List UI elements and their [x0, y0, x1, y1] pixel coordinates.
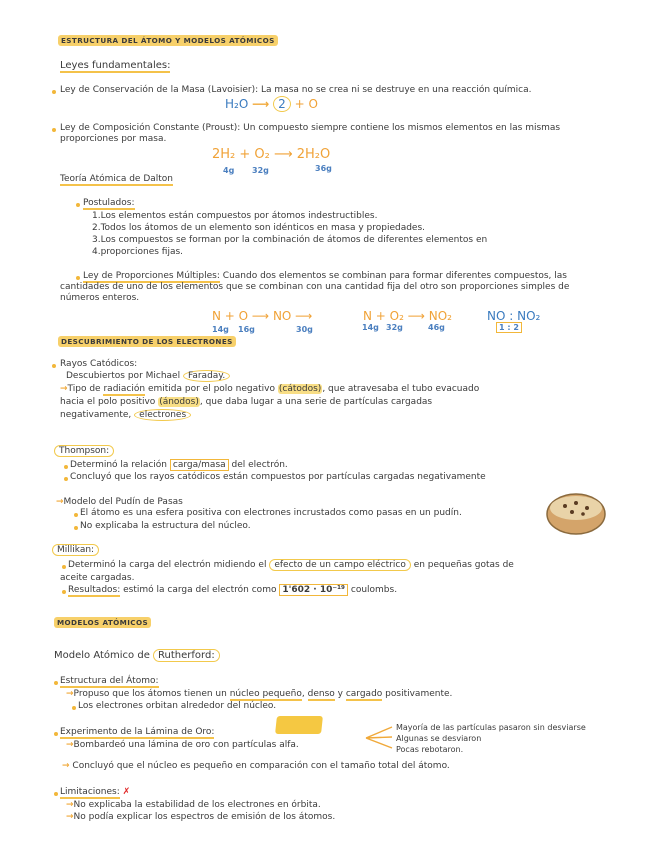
ratio-box: 1 : 2 — [496, 323, 522, 332]
postulado-1: 1.Los elementos están compuestos por átomos indestructibles. — [92, 211, 378, 221]
bullet — [54, 732, 58, 736]
mass-label: 32g — [252, 166, 269, 175]
bullet — [62, 565, 66, 569]
rayos-line-3: negativamente, electrones — [60, 410, 191, 421]
mass-label: 30g — [296, 325, 313, 334]
bullet — [52, 128, 56, 132]
lavoisier-equation: H₂O ⟶ 2 + O — [225, 97, 318, 111]
limitacion-2: →No podía explicar los espectros de emisión de los átomos. — [66, 812, 336, 822]
mass-label: 14g — [212, 325, 229, 334]
result-1: Mayoría de las partículas pasaron sin desviarse — [396, 723, 586, 732]
proust-equation: 2H₂ + O₂ ⟶ 2H₂O — [212, 147, 331, 162]
millikan-b1-cont: aceite cargadas. — [60, 573, 135, 583]
bullet — [52, 364, 56, 368]
pudin-p1: El átomo es una esfera positiva con electrones incrustados como pasas en un pudín. — [80, 508, 462, 518]
postulado-3: 3.Los compuestos se forman por la combinación de átomos de diferentes elementos en — [92, 235, 488, 245]
result-2: Algunas se desviaron — [396, 734, 482, 743]
bullet — [74, 526, 78, 530]
pudding-illustration — [545, 488, 607, 536]
rayos-line-1: →Tipo de radiación emitida por el polo negativo (cátodos), que atravesaba el tubo evacuado — [60, 384, 480, 394]
rayos-title: Rayos Catódicos: — [60, 359, 138, 369]
millikan-title: Millikan: — [52, 545, 99, 556]
mass-label: 46g — [428, 323, 445, 332]
mass-label: 14g — [362, 323, 379, 332]
mass-label: 32g — [386, 323, 403, 332]
bullet — [72, 706, 76, 710]
multiple-proportions: Ley de Proporciones Múltiples: Cuando dos elementos se combinan para formar diferentes compuestos, las cantidades de uno de los elementos que se combinan con una cantidad fija del otro son proporciones simples de números enteros. — [60, 271, 570, 303]
cross-icon: ✗ — [122, 787, 131, 797]
estructura-label: Estructura del Átomo: — [60, 676, 159, 686]
gold-foil-shape — [275, 716, 323, 734]
mass-label: 36g — [315, 164, 332, 173]
postulado-4: 4.proporciones fijas. — [92, 247, 184, 257]
estructura-1: →Propuso que los átomos tienen un núcleo pequeño, denso y cargado positivamente. — [66, 689, 453, 699]
thompson-b2: Concluyó que los rayos catódicos están compuestos por partículas cargadas negativamente — [70, 472, 486, 482]
limitacion-1: →No explicaba la estabilidad de los electrones en órbita. — [66, 800, 321, 810]
rutherford-title: Modelo Atómico de Rutherford: — [54, 650, 220, 661]
rayos-desc: Descubiertos por Michael Faraday. — [66, 371, 230, 382]
result-3: Pocas rebotaron. — [396, 745, 464, 754]
section-heading-structure: ESTRUCTURA DEL ÁTOMO Y MODELOS ATÓMICOS — [58, 35, 278, 46]
section-heading-electrons: DESCUBRIMIENTO DE LOS ELECTRONES — [58, 336, 236, 347]
pudin-title: →Modelo del Pudín de Pasas — [56, 497, 183, 507]
bullet — [64, 465, 68, 469]
branch-arrows-icon — [364, 724, 396, 750]
eq-no: N + O ⟶ NO ⟶ — [212, 309, 313, 323]
experimento-1: →Bombardeó una lámina de oro con partículas alfa. — [66, 740, 299, 750]
experimento-label: Experimento de la Lámina de Oro: — [60, 727, 215, 737]
laws-subtitle: Leyes fundamentales: — [60, 60, 171, 71]
proust-law: Ley de Composición Constante (Proust): Un compuesto siempre contiene los mismos elementos en las mismas proporciones por masa. — [60, 123, 561, 144]
postulados-label: Postulados: — [83, 198, 135, 208]
bullet — [64, 477, 68, 481]
mass-label: 16g — [238, 325, 255, 334]
postulado-2: 2.Todos los átomos de un elemento son idénticos en masa y propiedades. — [92, 223, 426, 233]
pudin-p2: No explicaba la estructura del núcleo. — [80, 521, 251, 531]
bullet — [54, 681, 58, 685]
millikan-b1: Determinó la carga del electrón midiendo el efecto de un campo eléctrico en pequeñas gotas de — [68, 560, 514, 570]
thompson-b1: Determinó la relación carga/masa del electrón. — [70, 460, 288, 470]
thompson-title: Thompson: — [54, 446, 114, 457]
bullet — [52, 90, 56, 94]
bullet — [54, 792, 58, 796]
limitaciones-label: Limitaciones: ✗ — [60, 787, 131, 797]
dalton-title: Teoría Atómica de Dalton — [60, 174, 174, 184]
rayos-line-2: hacia el polo positivo (ánodos), que daba lugar a una serie de partículas cargadas — [60, 397, 433, 407]
bullet — [62, 590, 66, 594]
eq-no2: N + O₂ ⟶ NO₂ — [363, 309, 452, 323]
estructura-2: Los electrones orbitan alrededor del núcleo. — [78, 701, 277, 711]
mass-label: 4g — [223, 166, 235, 175]
lavoisier-law: Ley de Conservación de la Masa (Lavoisier): La masa no se crea ni se destruye en una reacción química. — [60, 85, 532, 95]
bullet — [74, 513, 78, 517]
conclusion: → Concluyó que el núcleo es pequeño en comparación con el tamaño total del átomo. — [62, 761, 450, 771]
section-heading-models: MODELOS ATÓMICOS — [54, 617, 151, 628]
bullet — [76, 203, 80, 207]
millikan-results: Resultados: estimó la carga del electrón como 1'602 · 10⁻¹⁹ coulombs. — [68, 585, 398, 595]
eq-ratio: NO : NO₂ — [487, 309, 541, 323]
